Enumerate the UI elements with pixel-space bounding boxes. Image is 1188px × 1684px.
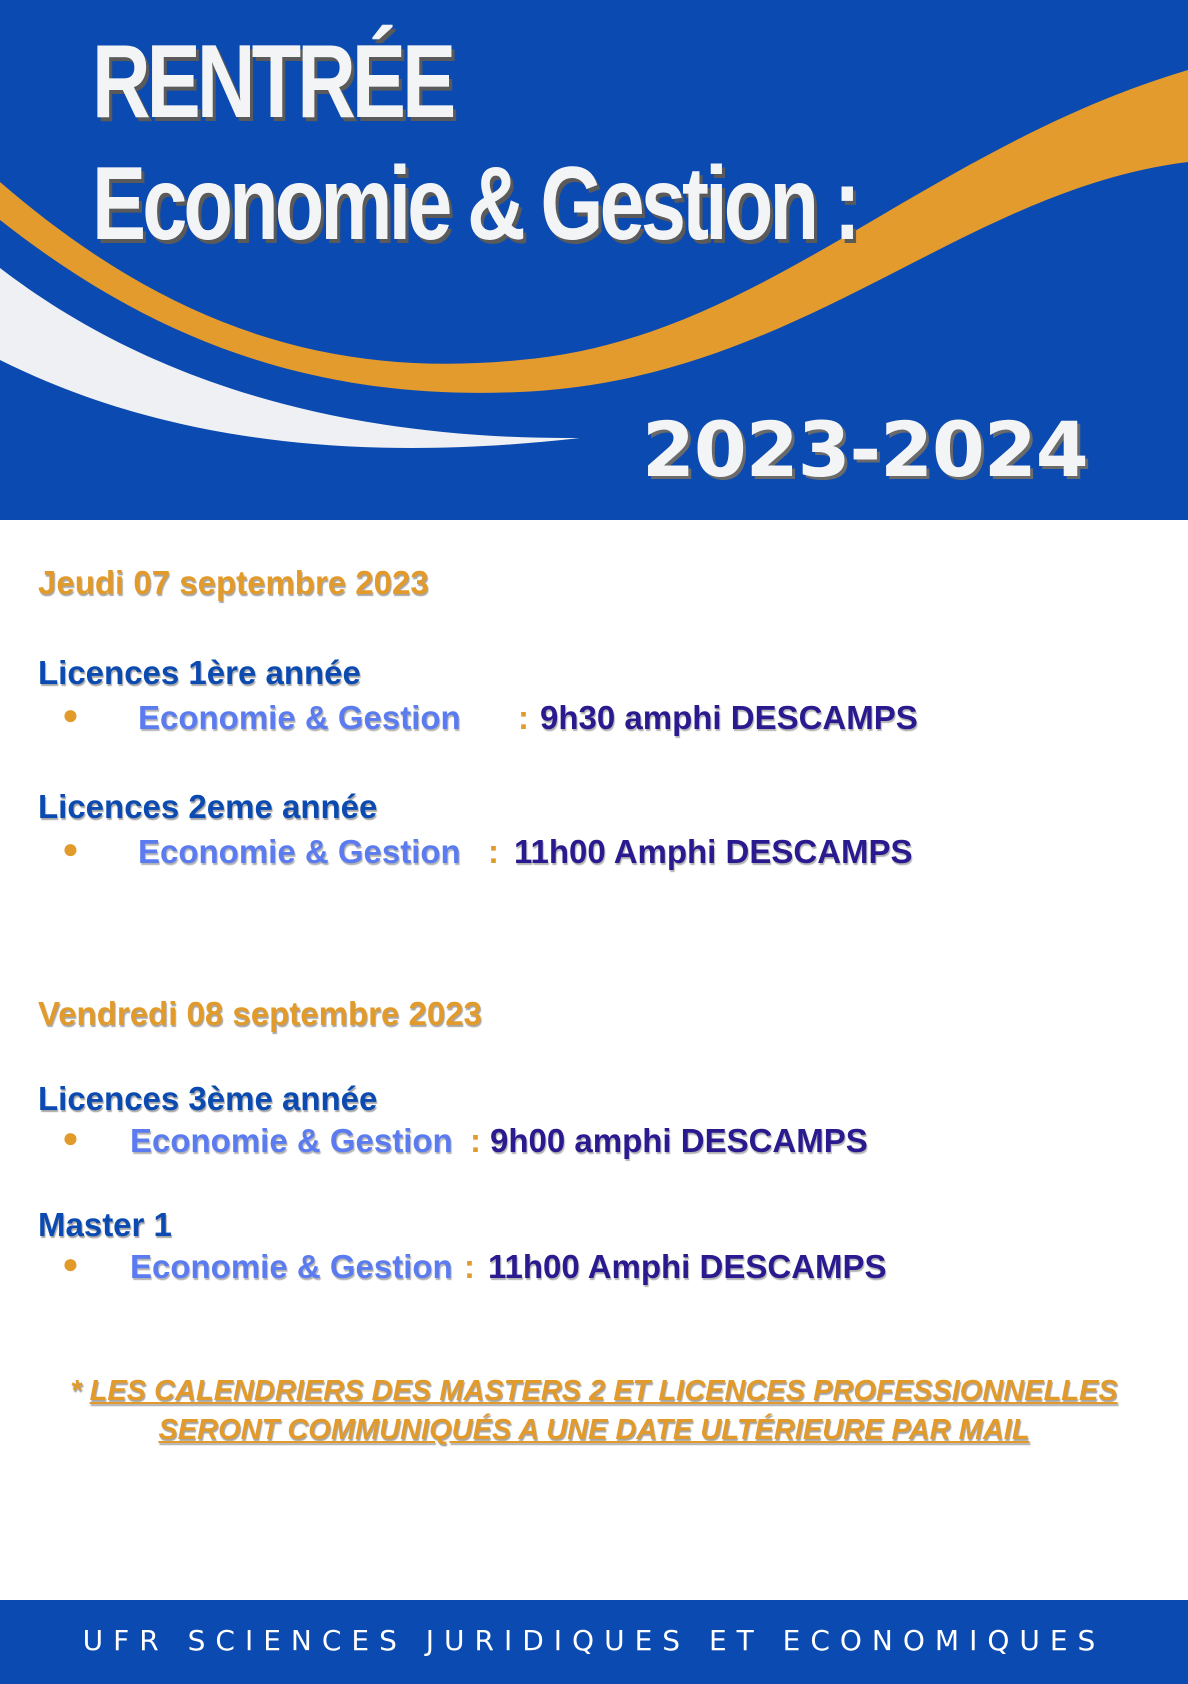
note-text-2: SERONT COMMUNIQUÉS A UNE DATE ULTÉRIEURE PAR MAIL [158,1414,1030,1446]
session-time: 9h30 amphi DESCAMPS [540,699,918,736]
bullet-icon: ● [62,699,79,730]
colon: : [488,833,499,870]
bullet-icon: ● [62,1248,79,1279]
level-l1: Licences 1ère année [38,654,361,691]
note-text-1: LES CALENDRIERS DES MASTERS 2 ET LICENCES PROFESSIONNELLES [89,1375,1118,1407]
footer-text: UFR SCIENCES JURIDIQUES ET ECONOMIQUES [82,1624,1106,1657]
colon: : [518,699,529,736]
colon: : [470,1122,481,1159]
bullet-icon: ● [62,833,79,864]
program-label: Economie & Gestion [138,833,461,870]
note-line1 [0,1377,1188,1406]
program-label: Economie & Gestion [130,1248,453,1285]
title-rentree: RENTRÉE [92,24,453,140]
session-time: 9h00 amphi DESCAMPS [490,1122,868,1159]
bullet-icon: ● [62,1122,79,1153]
academic-year: 2023-2024 [642,405,1088,494]
level-l2: Licences 2eme année [38,788,378,825]
title-program: Economie & Gestion : [92,146,857,262]
date-day2: Vendredi 08 septembre 2023 [38,995,482,1032]
date-day1: Jeudi 07 septembre 2023 [38,564,429,601]
level-m1: Master 1 [38,1206,172,1243]
program-label: Economie & Gestion [138,699,461,736]
footer-banner [0,1600,1188,1684]
program-label: Economie & Gestion [130,1122,453,1159]
note-line2 [0,1416,1188,1445]
session-time: 11h00 Amphi DESCAMPS [488,1248,887,1285]
note-star: * [70,1375,90,1407]
session-time: 11h00 Amphi DESCAMPS [514,833,913,870]
level-l3: Licences 3ème année [38,1080,378,1117]
header-banner [0,0,1188,520]
colon: : [464,1248,475,1285]
